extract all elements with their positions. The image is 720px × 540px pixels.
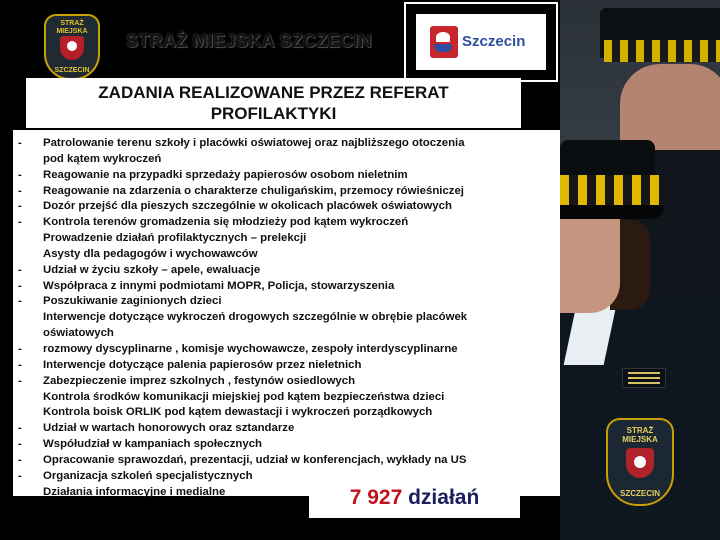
task-dash: - <box>18 216 22 229</box>
task-item <box>13 168 553 184</box>
task-dash: - <box>18 279 22 292</box>
slide-title <box>26 82 521 124</box>
sleeve-patch-icon <box>606 418 674 506</box>
city-logo-frame <box>404 2 558 82</box>
task-dash: - <box>18 358 22 371</box>
task-item <box>13 405 553 421</box>
task-text: Działania informacyjne i medialne <box>43 485 226 498</box>
city-logo <box>416 14 546 70</box>
task-text: Reagowanie na zdarzenia o charakterze chuligańskim, przemocy rówieśniczej <box>43 184 464 197</box>
szczecin-griffin-logo-icon <box>430 26 458 58</box>
task-text: Reagowanie na przypadki sprzedaży papierosów osobom nieletnim <box>43 168 408 181</box>
task-dash: - <box>18 200 22 213</box>
task-item <box>13 310 553 326</box>
task-item <box>13 437 553 453</box>
task-dash: - <box>18 263 22 276</box>
task-dash: - <box>18 137 22 149</box>
task-text: rozmowy dyscyplinarne , komisje wychowawcze, zespoły interdyscyplinarne <box>43 342 458 355</box>
task-item <box>13 342 553 358</box>
cap-brim <box>560 205 665 219</box>
task-dash: - <box>18 168 22 181</box>
badge-shield <box>60 36 84 60</box>
tasks-panel <box>13 130 560 496</box>
actions-count-word: działań <box>408 486 480 509</box>
task-text: Kontrola boisk ORLIK pod kątem dewastacji i wykroczeń porządkowych <box>43 406 433 419</box>
task-dash: - <box>18 295 22 308</box>
patch-top-text: STRAŻ MIEJSKA <box>622 426 658 444</box>
title-line-1: ZADANIA REALIZOWANE PRZEZ REFERAT <box>98 83 449 102</box>
task-item <box>13 374 553 390</box>
task-item <box>13 421 553 437</box>
task-text: Współudział w kampaniach społecznych <box>43 438 263 451</box>
city-guard-badge-icon <box>44 14 100 80</box>
task-text: Dozór przejść dla pieszych szczególnie w okolicach placówek oświatowych <box>43 200 452 213</box>
task-item <box>13 215 553 231</box>
task-text: pod kątem wykroczeń <box>43 152 162 165</box>
task-item <box>13 231 553 247</box>
task-text: Zabezpieczenie imprez szkolnych , festynów osiedlowych <box>43 374 356 387</box>
organization-name: STRAŻ MIEJSKA SZCZECIN <box>126 31 372 51</box>
task-dash: - <box>18 469 22 482</box>
task-dash: - <box>18 422 22 435</box>
city-logo-text: Szczecin <box>462 33 526 50</box>
task-dash: - <box>18 453 22 466</box>
task-item <box>13 247 553 263</box>
task-item <box>13 152 553 168</box>
task-text: Kontrola środków komunikacji miejskiej pod kątem bezpieczeństwa dzieci <box>43 390 445 403</box>
task-text: Poszukiwanie zaginionych dzieci <box>43 295 222 308</box>
badge-bottom-text: SZCZECIN <box>54 67 90 74</box>
task-item <box>13 184 553 200</box>
cap-checkered-band <box>604 40 720 62</box>
officer-face <box>560 218 620 313</box>
task-text: oświatowych <box>43 327 114 340</box>
task-item <box>13 453 553 469</box>
task-text: Udział w życiu szkoły – apele, ewaluacje <box>43 263 261 276</box>
task-dash: - <box>18 342 22 355</box>
task-item <box>13 199 553 215</box>
badge-top-text: STRAŻ MIEJSKA <box>56 20 88 35</box>
tasks-list <box>13 136 553 500</box>
task-text: Asysty dla pedagogów i wychowawców <box>43 247 258 260</box>
patch-shield <box>626 448 654 478</box>
title-line-2: PROFILAKTYKI <box>210 104 337 123</box>
actions-count-box <box>309 481 520 518</box>
task-item <box>13 136 553 152</box>
task-item <box>13 326 553 342</box>
task-text: Prowadzenie działań profilaktycznych – prelekcji <box>43 232 307 245</box>
task-dash: - <box>18 184 22 197</box>
task-text: Interwencje dotyczące palenia papierosów przez nieletnich <box>43 358 362 371</box>
actions-count-number: 7 927 <box>349 486 403 509</box>
cap-checkered-band <box>560 175 660 205</box>
task-text: Organizacja szkoleń specjalistycznych <box>43 469 253 482</box>
actions-count <box>309 486 520 510</box>
task-item <box>13 390 553 406</box>
task-item <box>13 358 553 374</box>
task-text: Patrolowanie terenu szkoły i placówki oświatowej oraz najbliższego otoczenia <box>43 137 465 149</box>
task-text: Interwencje dotyczące wykroczeń drogowych szczególnie w obrębie placówek <box>43 311 468 324</box>
task-text: Kontrola terenów gromadzenia się młodzieży pod kątem wykroczeń <box>43 216 409 229</box>
task-dash: - <box>18 374 22 387</box>
task-item <box>13 263 553 279</box>
city-guard-officers-photo <box>560 0 720 540</box>
task-dash: - <box>18 438 22 451</box>
task-item <box>13 294 553 310</box>
epaulet <box>622 368 666 388</box>
task-text: Opracowanie sprawozdań, prezentacji, udział w konferencjach, wykłady na US <box>43 453 467 466</box>
task-text: Współpraca z innymi podmiotami MOPR, Policja, stowarzyszenia <box>43 279 395 292</box>
title-box <box>26 78 521 128</box>
patch-bottom-text: SZCZECIN <box>620 489 660 498</box>
task-text: Udział w wartach honorowych oraz sztandarze <box>43 422 295 435</box>
task-item <box>13 279 553 295</box>
